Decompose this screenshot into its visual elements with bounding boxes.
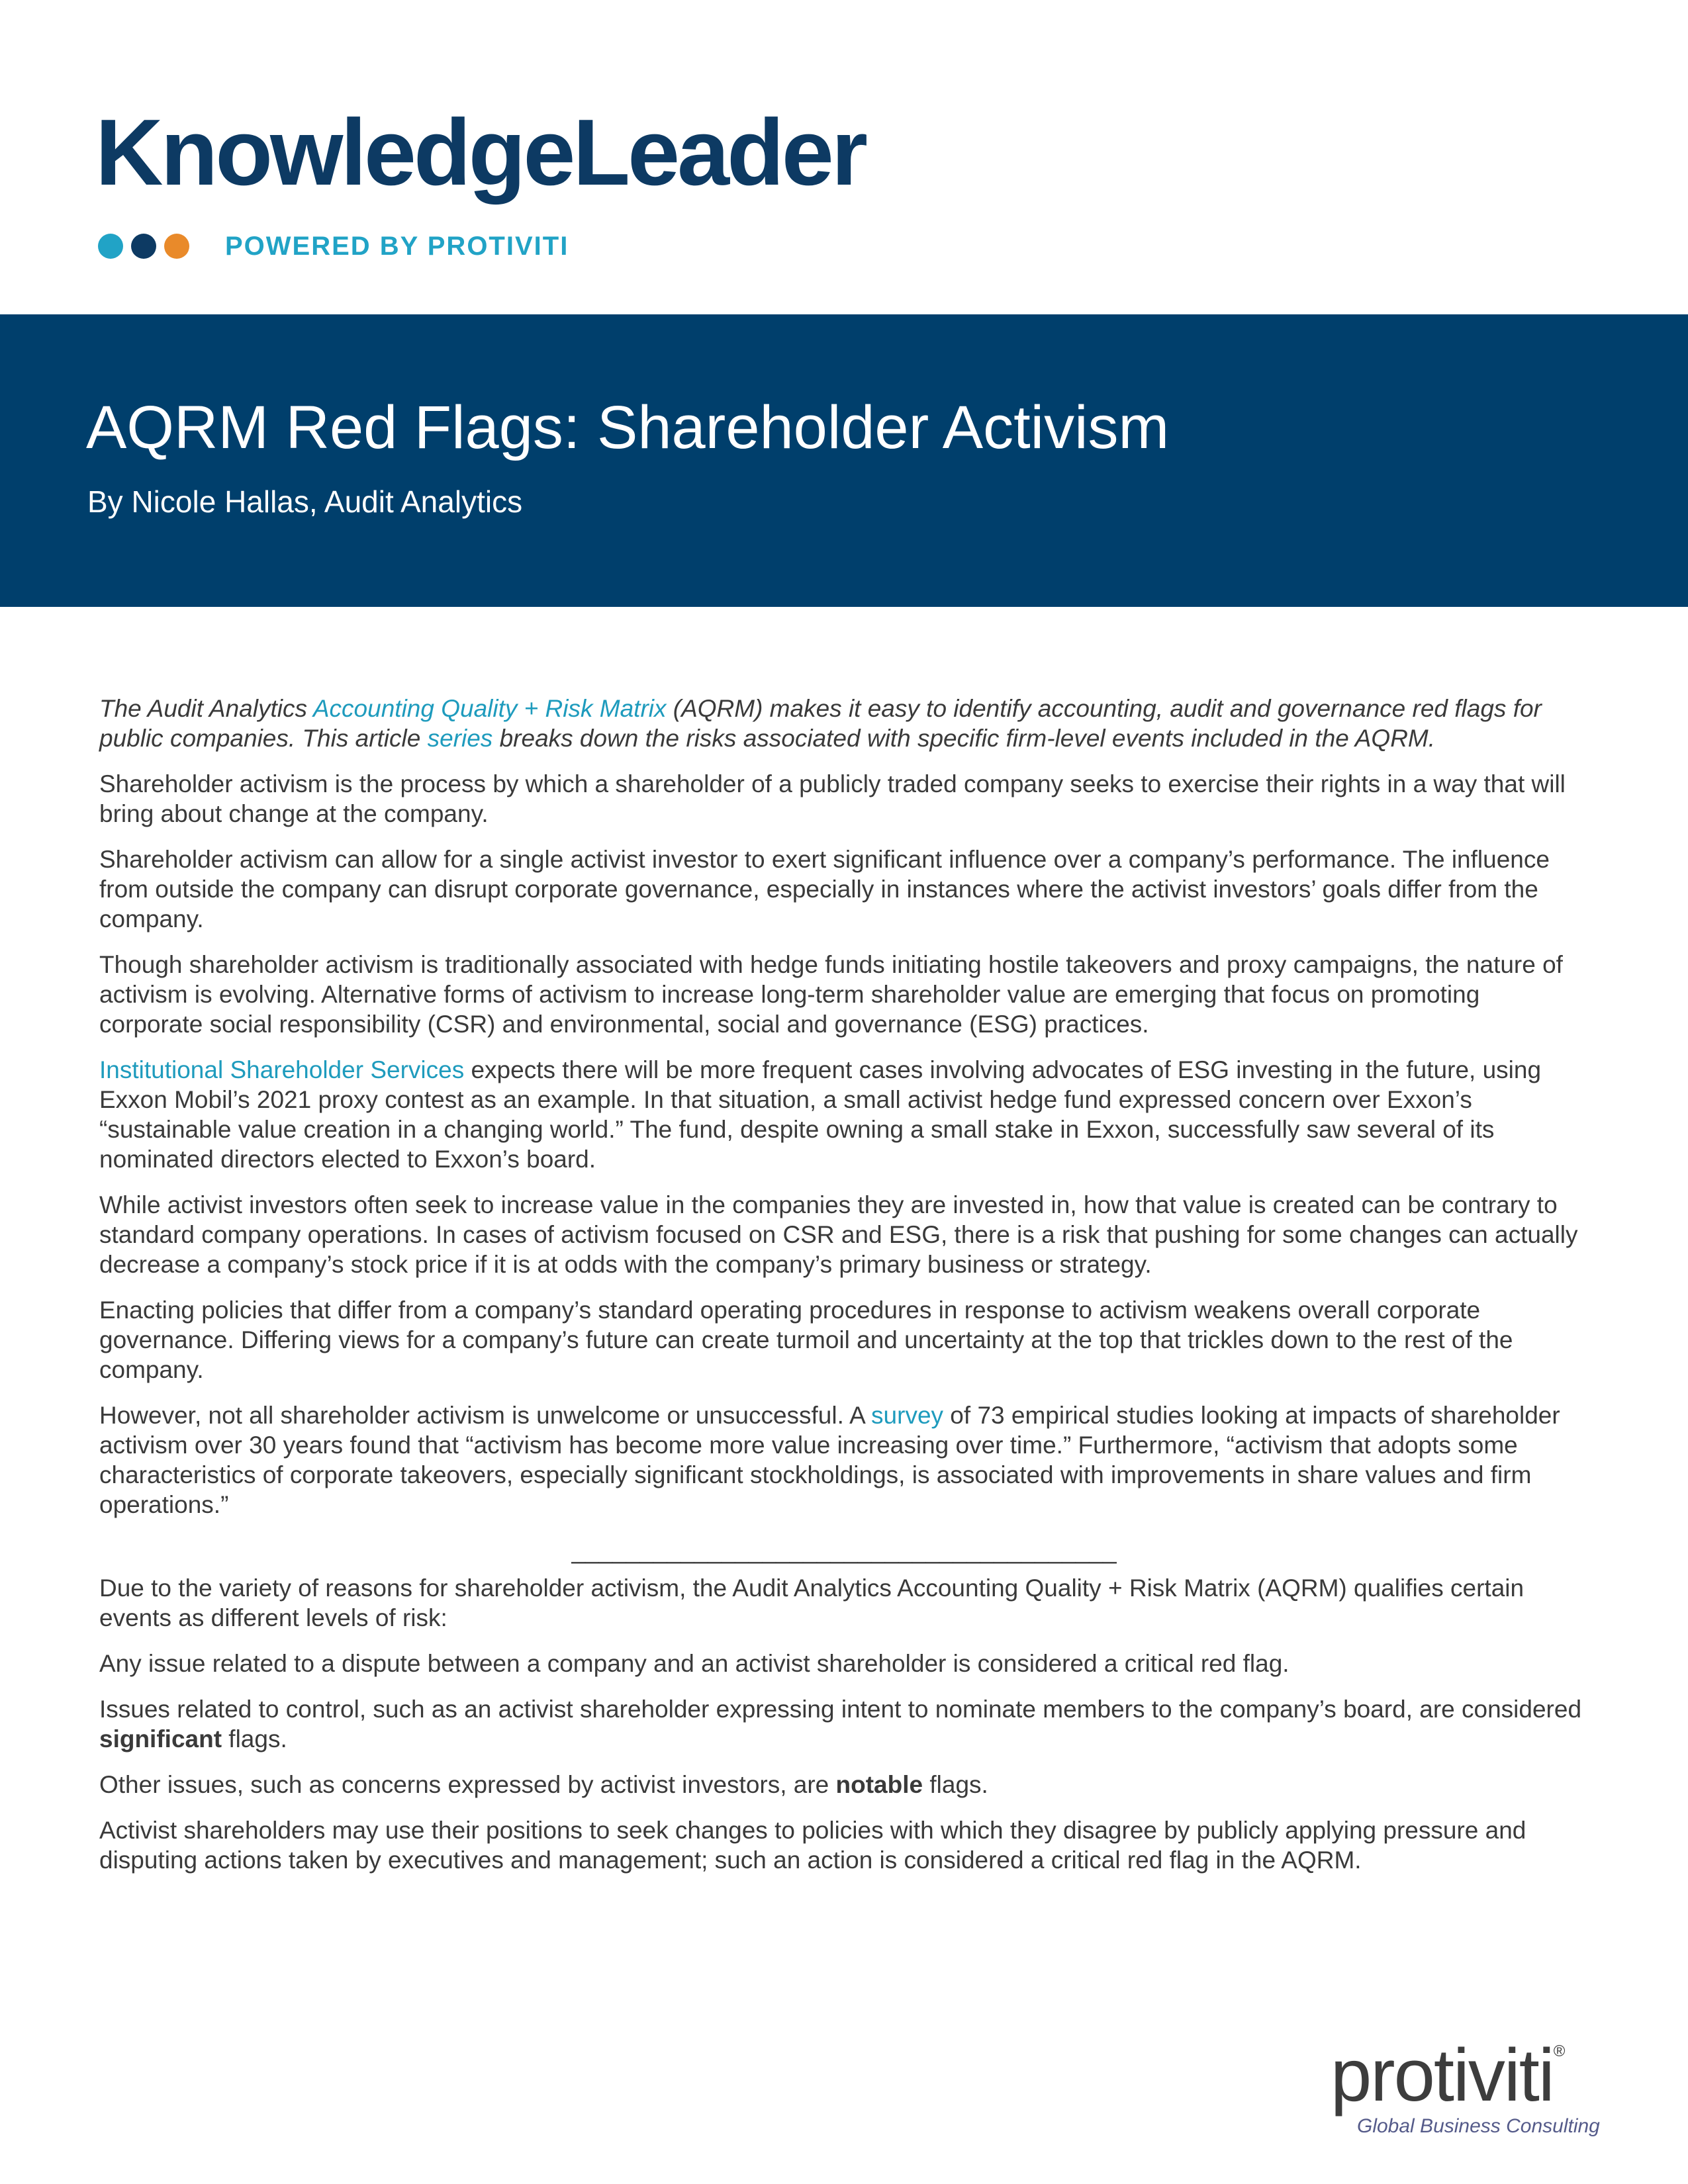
paragraph-9: Any issue related to a dispute between a company and an activist shareholder is considered a critical red flag. [99, 1650, 1289, 1677]
protiviti-tagline: Global Business Consulting [1357, 2115, 1600, 2137]
brand-dots-icon [98, 234, 189, 260]
registered-mark: ® [1553, 2042, 1564, 2060]
knowledgeleader-logo: KnowledgeLeader [95, 100, 866, 205]
paragraph-5: While activist investors often seek to increase value in the companies they are invested in, how that value is created can be contrary to standard company operations. In cases of activism focused on CSR and ESG, there is a risk that pushing for some changes can actually decrease a company’s stock price if it is at odds with the company’s primary business or strategy. [99, 1191, 1578, 1278]
paragraph-1: Shareholder activism is the process by which a shareholder of a publicly traded company seeks to exercise their rights in a way that will bring about change at the company. [99, 770, 1566, 827]
page-header [0, 0, 1688, 314]
paragraph-10 [99, 1694, 1589, 1754]
intro-text: breaks down the risks associated with specific firm-level events included in the AQRM. [492, 725, 1436, 752]
paragraph-7-text: However, not all shareholder activism is unwelcome or unsuccessful. A [99, 1402, 872, 1429]
page-title: AQRM Red Flags: Shareholder Activism [86, 394, 1170, 461]
protiviti-logo [1331, 2034, 1564, 2116]
paragraph-4 [99, 1055, 1589, 1174]
author-byline: By Nicole Hallas, Audit Analytics [87, 484, 523, 519]
survey-link[interactable]: survey [871, 1402, 944, 1429]
section-separator: ________________________________________ [571, 1537, 1117, 1564]
dot-navy-icon [131, 234, 156, 259]
dot-teal-icon [98, 234, 123, 259]
paragraph-12: Activist shareholders may use their positions to seek changes to policies with which they disagree by publicly applying pressure and disputing actions taken by executives and management; such an action is considered a critical red flag in the AQRM. [99, 1817, 1526, 1874]
article-body [99, 694, 1589, 1891]
paragraph-4-text: expects there will be more frequent cases involving advocates of ESG investing in the future, using Exxon Mobil’s 2021 proxy contest as an example. In that situation, a small activist hedge fund expressed concern over Exxon’s “sustainable value creation in a changing world.” The fund, despite owning a small stake in Exxon, successfully saw several of its nominated directors elected to Exxon’s board. [99, 1056, 1542, 1173]
paragraph-7 [99, 1400, 1589, 1520]
intro-paragraph [99, 694, 1589, 753]
protiviti-wordmark: protiviti [1331, 2034, 1554, 2116]
iss-link[interactable]: Institutional Shareholder Services [99, 1056, 465, 1083]
paragraph-10-text: Issues related to control, such as an activist shareholder expressing intent to nominate members to the company’s board, are considered [99, 1696, 1582, 1723]
powered-by-label: POWERED BY PROTIVITI [225, 232, 569, 261]
intro-text: (AQRM) makes it easy to identify accounting, audit and governance red flags for public companies. This article [99, 695, 1542, 752]
paragraph-11-text: Other issues, such as concerns expressed by activist investors, are [99, 1771, 836, 1798]
paragraph-6: Enacting policies that differ from a company’s standard operating procedures in response to activism weakens overall corporate governance. Differing views for a company’s future can create turmoil and uncertainty at the top that trickles down to the rest of the company. [99, 1297, 1513, 1383]
paragraph-3: Though shareholder activism is traditionally associated with hedge funds initiating hostile takeovers and proxy campaigns, the nature of activism is evolving. Alternative forms of activism to increase long-term shareholder value are emerging that focus on promoting corporate social responsibility (CSR) and environmental, social and governance (ESG) practices. [99, 951, 1563, 1038]
significant-emphasis: significant [99, 1725, 222, 1752]
intro-text: The Audit Analytics [99, 695, 313, 722]
paragraph-2: Shareholder activism can allow for a single activist investor to exert significant influence over a company’s performance. The influence from outside the company can disrupt corporate governance, especially in instances where the activist investors’ goals differ from the company. [99, 846, 1550, 933]
paragraph-11 [99, 1770, 1589, 1799]
aqrm-link[interactable]: Accounting Quality + Risk Matrix [312, 695, 667, 722]
notable-emphasis: notable [835, 1771, 923, 1798]
paragraph-10-text: flags. [222, 1725, 287, 1752]
dot-orange-icon [164, 234, 189, 259]
paragraph-7-text: of 73 empirical studies looking at impacts of shareholder activism over 30 years found that “activism has become more value increasing over time.” Furthermore, “activism that adopts some characteristics of corporate takeovers, especially significant stockholdings, is associated with improvements in share values and firm operations.” [99, 1402, 1560, 1518]
paragraph-8: Due to the variety of reasons for shareholder activism, the Audit Analytics Accounting Quality + Risk Matrix (AQRM) qualifies certain events as different levels of risk: [99, 1574, 1524, 1631]
series-link[interactable]: series [427, 725, 493, 752]
paragraph-11-text: flags. [923, 1771, 988, 1798]
